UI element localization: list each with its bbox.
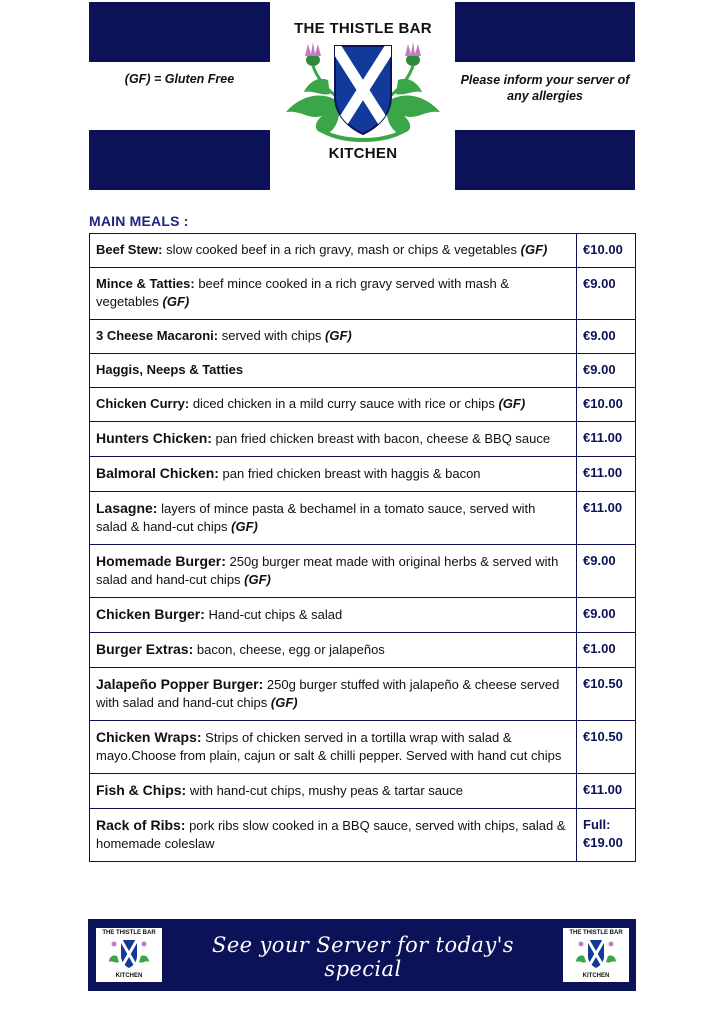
dish-name: Fish & Chips: xyxy=(96,782,187,798)
dish-description: served with chips xyxy=(218,328,326,343)
menu-item-price-cell xyxy=(577,422,636,457)
logo-brand-bottom: KITCHEN xyxy=(328,145,398,162)
menu-item-price-cell xyxy=(577,633,636,668)
price-value: €10.50 xyxy=(583,676,623,691)
price-value: €9.00 xyxy=(583,362,616,377)
gluten-free-badge: (GF) xyxy=(520,242,548,257)
menu-row xyxy=(90,492,636,545)
gluten-free-badge: (GF) xyxy=(244,572,271,587)
dish-description: Hand-cut chips & salad xyxy=(204,607,343,622)
dish-name: Chicken Wraps: xyxy=(96,729,202,745)
menu-item-description-cell xyxy=(90,457,577,492)
menu-item-description-cell xyxy=(90,320,577,354)
menu-item-description-cell xyxy=(90,354,577,388)
footer-logo-brand-top: THE THISTLE BAR xyxy=(102,930,156,936)
menu-row xyxy=(90,422,636,457)
menu-item-description-cell xyxy=(90,545,577,598)
mini-thistle-shield-icon xyxy=(109,938,149,972)
price-value: €9.00 xyxy=(583,328,616,343)
menu-row xyxy=(90,668,636,721)
dish-name: Chicken Burger: xyxy=(96,606,205,622)
dish-name: Rack of Ribs: xyxy=(96,817,186,833)
gluten-free-badge: (GF) xyxy=(498,396,526,411)
header-banner-top-left xyxy=(89,2,270,62)
menu-item-price-cell xyxy=(577,354,636,388)
thistle-bar-logo xyxy=(278,14,448,174)
menu-item-price-cell xyxy=(577,668,636,721)
menu-item-price-cell xyxy=(577,545,636,598)
menu-item-price-cell xyxy=(577,234,636,268)
dish-description: beef mince cooked in a rich gravy served with mash & vegetables xyxy=(96,276,510,309)
menu-item-description-cell xyxy=(90,633,577,668)
dish-name: Jalapeño Popper Burger: xyxy=(96,676,264,692)
dish-description: pan fried chicken breast with haggis & bacon xyxy=(218,466,481,481)
menu-row xyxy=(90,457,636,492)
menu-row xyxy=(90,809,636,862)
menu-table xyxy=(89,233,636,862)
menu-item-price-cell xyxy=(577,721,636,774)
price-value: €10.50 xyxy=(583,729,623,744)
menu-row xyxy=(90,774,636,809)
gluten-free-note: (GF) = Gluten Free xyxy=(124,72,235,86)
menu-item-description-cell xyxy=(90,268,577,320)
menu-item-price-cell xyxy=(577,457,636,492)
dish-name: Haggis, Neeps & Tatties xyxy=(96,362,244,377)
price-value: €19.00 xyxy=(583,835,623,850)
dish-description: 250g burger meat made with original herbs & served with salad and hand-cut chips xyxy=(96,554,559,587)
menu-item-price-cell xyxy=(577,388,636,422)
footer-logo-brand-bottom: KITCHEN xyxy=(582,973,610,979)
menu-item-description-cell xyxy=(90,598,577,633)
menu-item-price-cell xyxy=(577,492,636,545)
footer-logo-right xyxy=(563,928,629,982)
dish-name: Burger Extras: xyxy=(96,641,194,657)
dish-description: diced chicken in a mild curry sauce with rice or chips xyxy=(189,396,499,411)
price-value: €9.00 xyxy=(583,553,616,568)
dish-name: Mince & Tatties: xyxy=(96,276,195,291)
header-banner-bottom-left xyxy=(89,130,270,190)
footer-logo-brand-top: THE THISTLE BAR xyxy=(569,930,623,936)
price-label: Full: xyxy=(583,817,611,832)
dish-description: 250g burger stuffed with jalapeño & cheese served with salad and hand-cut chips xyxy=(96,677,560,710)
price-value: €11.00 xyxy=(583,430,623,445)
menu-item-description-cell xyxy=(90,809,577,862)
dish-description: with hand-cut chips, mushy peas & tartar sauce xyxy=(186,783,463,798)
price-value: €1.00 xyxy=(583,641,616,656)
menu-item-description-cell xyxy=(90,668,577,721)
gluten-free-badge: (GF) xyxy=(325,328,352,343)
menu-row xyxy=(90,320,636,354)
price-value: €9.00 xyxy=(583,276,616,291)
gluten-free-badge: (GF) xyxy=(231,519,258,534)
menu-item-price-cell xyxy=(577,774,636,809)
thistle-shield-icon xyxy=(278,40,448,144)
menu-row xyxy=(90,388,636,422)
dish-name: Lasagne: xyxy=(96,500,158,516)
footer-logo-brand-bottom: KITCHEN xyxy=(115,973,143,979)
mini-thistle-shield-icon xyxy=(576,938,616,972)
dish-name: Chicken Curry: xyxy=(96,396,190,411)
gluten-free-badge: (GF) xyxy=(270,695,298,710)
price-value: €11.00 xyxy=(583,465,623,480)
dish-name: Beef Stew: xyxy=(96,242,163,257)
menu-item-description-cell xyxy=(90,234,577,268)
menu-row xyxy=(90,721,636,774)
menu-item-description-cell xyxy=(90,388,577,422)
menu-item-description-cell xyxy=(90,774,577,809)
dish-description: pork ribs slow cooked in a BBQ sauce, served with chips, salad & homemade coleslaw xyxy=(96,818,566,851)
menu-item-price-cell xyxy=(577,268,636,320)
menu-row xyxy=(90,545,636,598)
menu-item-price-cell xyxy=(577,598,636,633)
price-value: €9.00 xyxy=(583,606,616,621)
menu-row xyxy=(90,354,636,388)
dish-description: layers of mince pasta & bechamel in a tomato sauce, served with salad & hand-cut chips xyxy=(96,501,536,534)
footer-logo-left xyxy=(96,928,162,982)
footer-banner xyxy=(88,919,636,991)
menu-item-description-cell xyxy=(90,422,577,457)
dish-description: pan fried chicken breast with bacon, cheese & BBQ sauce xyxy=(211,431,551,446)
menu-row xyxy=(90,633,636,668)
menu-row xyxy=(90,234,636,268)
menu-item-price-cell xyxy=(577,809,636,862)
menu-row xyxy=(90,268,636,320)
footer-special-text: See your Server for today's special xyxy=(212,933,514,981)
price-value: €10.00 xyxy=(583,242,623,257)
header-banner-top-right xyxy=(455,2,635,62)
dish-name: Balmoral Chicken: xyxy=(96,465,219,481)
dish-description: bacon, cheese, egg or jalapeños xyxy=(193,642,385,657)
menu-row xyxy=(90,598,636,633)
gluten-free-badge: (GF) xyxy=(162,294,190,309)
dish-name: 3 Cheese Macaroni: xyxy=(96,328,219,343)
dish-name: Homemade Burger: xyxy=(96,553,226,569)
menu-item-description-cell xyxy=(90,721,577,774)
menu-item-price-cell xyxy=(577,320,636,354)
logo-brand-top: THE THISTLE BAR xyxy=(294,20,432,37)
dish-description: Strips of chicken served in a tortilla wrap with salad & mayo.Choose from plain, cajun or salt & chilli pepper. Served with hand cut chips xyxy=(96,730,562,763)
dish-name: Hunters Chicken: xyxy=(96,430,212,446)
allergy-note: Please inform your server of any allergies xyxy=(460,73,630,103)
price-value: €11.00 xyxy=(583,500,623,515)
price-value: €11.00 xyxy=(583,782,623,797)
price-value: €10.00 xyxy=(583,396,623,411)
header-banner-bottom-right xyxy=(455,130,635,190)
section-title: MAIN MEALS : xyxy=(89,213,189,229)
menu-item-description-cell xyxy=(90,492,577,545)
dish-description: slow cooked beef in a rich gravy, mash or chips & vegetables xyxy=(162,242,521,257)
